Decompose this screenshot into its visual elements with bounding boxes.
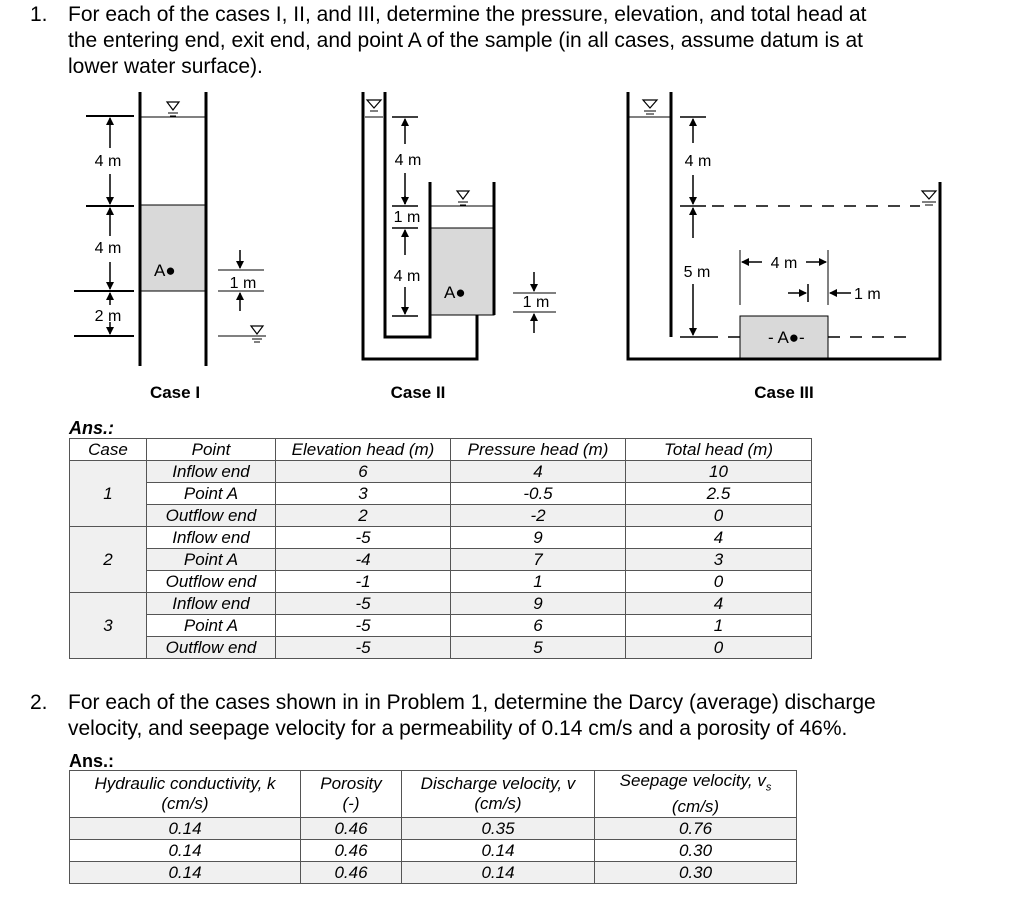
case-2-dim-bot: 4 m <box>393 268 421 285</box>
case-2-diagram <box>363 92 556 402</box>
cell: 1 <box>626 615 812 637</box>
cell: Point A <box>147 549 276 571</box>
question-1-line: lower water surface). <box>68 55 263 78</box>
question-2-number: 2. <box>30 691 48 714</box>
cell: 1 <box>451 571 626 593</box>
cell: 9 <box>451 527 626 549</box>
table-header-row <box>70 439 812 461</box>
header-unit: (cm/s) <box>474 794 522 814</box>
case-1-head-loss: 1 m <box>229 275 257 292</box>
question-1-line: the entering end, exit end, and point A of the sample (in all cases, assume datum is at <box>68 29 863 52</box>
header-case: Case <box>70 439 147 461</box>
case-1-diagram <box>74 92 266 402</box>
figures <box>0 0 1024 410</box>
case-1-dim-top: 4 m <box>94 153 122 170</box>
cell: 4 <box>626 527 812 549</box>
header-text: Discharge velocity, v <box>420 774 576 794</box>
cell: Point A <box>147 615 276 637</box>
case-cell: 1 <box>70 461 147 527</box>
table-row <box>70 571 812 593</box>
table-row <box>70 593 812 615</box>
table-row <box>70 637 812 659</box>
cell: 0.46 <box>301 840 402 862</box>
cell: 3 <box>626 549 812 571</box>
cell: Outflow end <box>147 571 276 593</box>
case-1-dim-bot: 2 m <box>94 308 122 325</box>
cell: 0.14 <box>402 840 595 862</box>
case-3-point-a: - A●- <box>768 328 805 347</box>
cell: -5 <box>276 593 451 615</box>
case-2-dim-top: 4 m <box>394 152 422 169</box>
cell: 0.14 <box>70 862 301 884</box>
question-1-line: For each of the cases I, II, and III, determine the pressure, elevation, and total head at <box>68 3 867 26</box>
question-2-line: velocity, and seepage velocity for a permeability of 0.14 cm/s and a porosity of 46%. <box>68 717 848 740</box>
cell: Outflow end <box>147 505 276 527</box>
cell: 0.14 <box>70 840 301 862</box>
water-level-icon <box>365 100 383 117</box>
cell: -0.5 <box>451 483 626 505</box>
case-cell: 2 <box>70 527 147 593</box>
header-point: Point <box>147 439 276 461</box>
cell: Point A <box>147 483 276 505</box>
cell: 0.35 <box>402 818 595 840</box>
question-2-line: For each of the cases shown in in Problem 1, determine the Darcy (average) discharge <box>68 691 876 714</box>
header-text: Hydraulic conductivity, k <box>94 774 276 794</box>
case-3-dim-left: 5 m <box>683 264 711 281</box>
cell: -1 <box>276 571 451 593</box>
header-text <box>599 771 792 797</box>
header-seepage-label: Seepage velocity, v <box>619 771 766 790</box>
water-level-icon <box>167 102 179 116</box>
cell: Outflow end <box>147 637 276 659</box>
case-2-caption: Case II <box>390 383 446 402</box>
table-row <box>70 862 797 884</box>
table-row <box>70 461 812 483</box>
table-row <box>70 549 812 571</box>
header-seepage <box>595 771 797 818</box>
table-row <box>70 527 812 549</box>
table-row <box>70 818 797 840</box>
table-row <box>70 483 812 505</box>
cell: 3 <box>276 483 451 505</box>
cell: 6 <box>276 461 451 483</box>
header-pressure: Pressure head (m) <box>451 439 626 461</box>
case-1-dim-mid: 4 m <box>94 240 122 257</box>
cell: 0.76 <box>595 818 797 840</box>
header-text: Porosity <box>320 774 382 794</box>
cell: 0 <box>626 571 812 593</box>
header-unit: (cm/s) <box>671 797 720 817</box>
answer-2-label: Ans.: <box>69 751 114 771</box>
cell: 0 <box>626 637 812 659</box>
question-2-text <box>68 690 876 742</box>
cell: -2 <box>451 505 626 527</box>
cell: 2.5 <box>626 483 812 505</box>
cell: 5 <box>451 637 626 659</box>
answer-2-table <box>69 770 797 884</box>
cell: -5 <box>276 637 451 659</box>
cell: Inflow end <box>147 461 276 483</box>
cell: 6 <box>451 615 626 637</box>
water-level-icon <box>922 191 936 205</box>
header-total: Total head (m) <box>626 439 812 461</box>
cell: -4 <box>276 549 451 571</box>
cell: 10 <box>626 461 812 483</box>
cell: 0.14 <box>402 862 595 884</box>
case-3-caption: Case III <box>754 383 814 402</box>
cell: 0.30 <box>595 840 797 862</box>
case-3-dim-length: 4 m <box>770 255 798 272</box>
question-1-number: 1. <box>30 3 48 26</box>
case-cell: 3 <box>70 593 147 659</box>
table-row <box>70 505 812 527</box>
case-2-head-loss: 1 m <box>522 294 550 311</box>
table-header-row <box>70 771 797 818</box>
case-1-caption: Case I <box>149 383 201 402</box>
cell: 7 <box>451 549 626 571</box>
table-row <box>70 840 797 862</box>
header-conductivity <box>70 771 301 818</box>
cell: Inflow end <box>147 593 276 615</box>
cell: Inflow end <box>147 527 276 549</box>
water-level-icon <box>643 100 657 114</box>
cell: 0.14 <box>70 818 301 840</box>
cell: 2 <box>276 505 451 527</box>
water-level-icon <box>218 326 266 342</box>
seepage-subscript: s <box>765 781 772 794</box>
header-porosity <box>301 771 402 818</box>
cell: 4 <box>626 593 812 615</box>
header-elevation: Elevation head (m) <box>276 439 451 461</box>
cell: 0.30 <box>595 862 797 884</box>
case-3-dim-right: 1 m <box>854 286 881 303</box>
cell: 0 <box>626 505 812 527</box>
water-level-icon <box>457 191 469 205</box>
answer-1-table <box>69 438 812 659</box>
cell: -5 <box>276 527 451 549</box>
cell: 9 <box>451 593 626 615</box>
cell: 4 <box>451 461 626 483</box>
header-unit: (cm/s) <box>161 794 209 814</box>
case-3-diagram <box>628 92 940 402</box>
answer-1-label: Ans.: <box>69 418 114 438</box>
case-2-point-a: A● <box>444 283 466 302</box>
cell: -5 <box>276 615 451 637</box>
case-2-dim-mid: 1 m <box>393 209 421 226</box>
header-unit: (-) <box>342 794 360 814</box>
case-3-dim-top: 4 m <box>684 153 712 170</box>
cell: 0.46 <box>301 818 402 840</box>
cell: 0.46 <box>301 862 402 884</box>
table-row <box>70 615 812 637</box>
case-1-point-a: A● <box>154 261 176 280</box>
header-discharge <box>402 771 595 818</box>
